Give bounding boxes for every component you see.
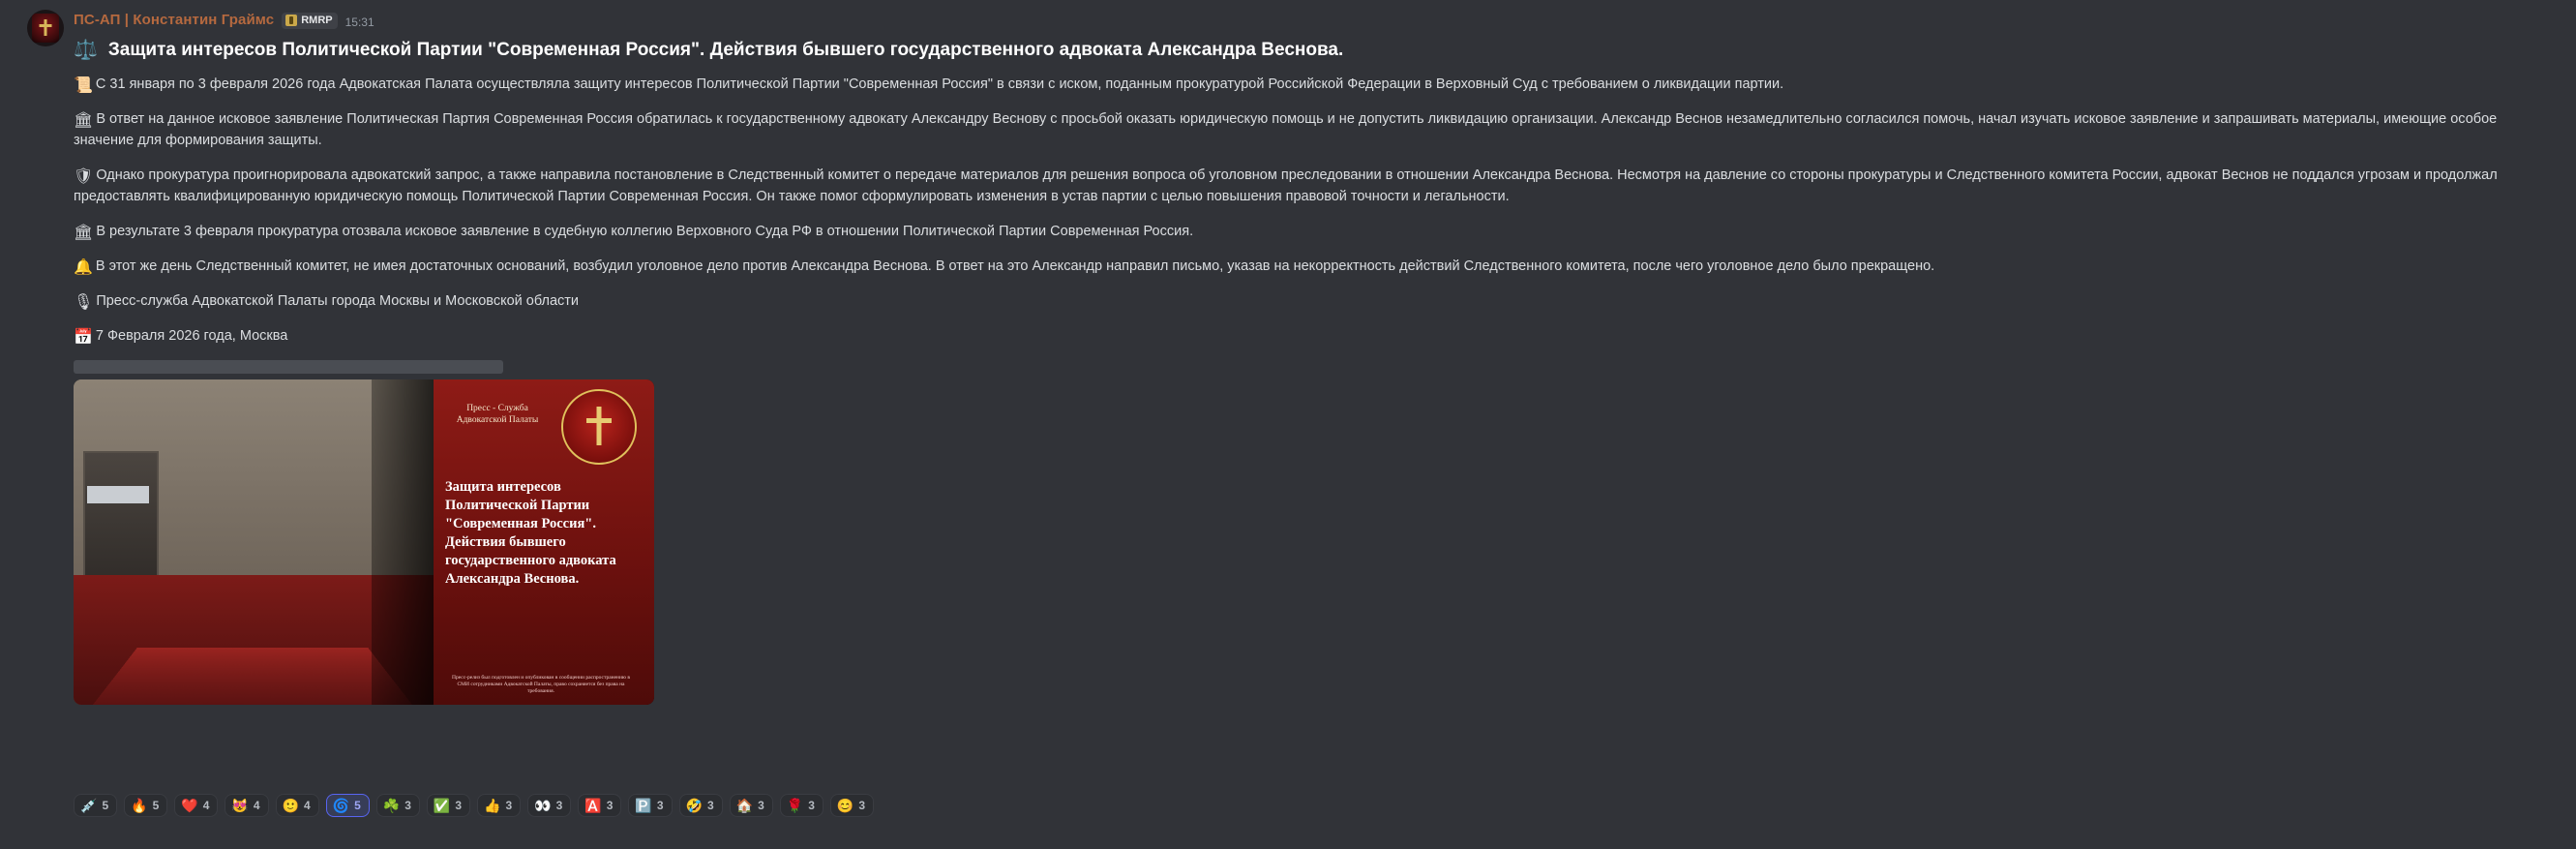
reaction-cyclone[interactable] xyxy=(326,794,370,817)
reaction-count: 5 xyxy=(102,799,109,812)
reaction-count: 4 xyxy=(253,799,260,812)
attachment-photo-region xyxy=(74,379,434,705)
paragraph-4-text: В результате 3 февраля прокуратура отозвала исковое заявление в судебную коллегию Верховного Суда РФ в отношении Политической Партии Современная Россия. xyxy=(96,224,1194,239)
syringe-icon: 💉 xyxy=(80,798,98,813)
reaction-rofl[interactable] xyxy=(679,794,723,817)
paragraph-1 xyxy=(74,74,2551,95)
reaction-count: 3 xyxy=(706,799,714,812)
message-timestamp: 15:31 xyxy=(344,15,374,29)
attachment-loading-bar xyxy=(74,360,503,374)
bar-association-seal-icon xyxy=(561,389,637,465)
reaction-heart[interactable] xyxy=(174,794,218,817)
reaction-slight-smile[interactable] xyxy=(276,794,319,817)
calendar-icon: 📅 xyxy=(74,329,93,346)
poster-press-label xyxy=(443,403,552,426)
heart-eyes-cat-icon: 😻 xyxy=(231,798,249,813)
scroll-icon: 📜 xyxy=(74,77,93,94)
microphone-icon: 🎙 xyxy=(74,294,94,311)
fire-icon: 🔥 xyxy=(131,798,148,813)
reaction-letter-p[interactable] xyxy=(628,794,672,817)
door-sign xyxy=(87,486,149,503)
poster-press-label-line2: Адвокатской Палаты xyxy=(456,415,539,425)
reaction-count: 3 xyxy=(505,799,513,812)
page-title xyxy=(74,39,2551,62)
reaction-count: 4 xyxy=(202,799,210,812)
reaction-heart-eyes-cat[interactable] xyxy=(225,794,268,817)
slight-smile-icon: 🙂 xyxy=(282,798,299,813)
paragraph-1-text: С 31 января по 3 февраля 2026 года Адвокатская Палата осуществляла защиту интересов Политической Партии "Современная Россия" в связи с иском, поданным прокуратурой Российской Федерации в Верховный Суд с требованием о ликвидации партии. xyxy=(95,76,1784,92)
reaction-count: 5 xyxy=(354,799,361,812)
reaction-fire[interactable] xyxy=(124,794,167,817)
reaction-bar xyxy=(74,794,874,817)
poster-fineprint: Пресс-релиз был подготовлен и опубликован в сообщении распространению в СМИ сотрудниками Адвокатской Палаты, право сохраняется без права на требования. xyxy=(451,675,631,694)
letter-p-icon: 🅿️ xyxy=(635,798,652,813)
bell-icon: 🔔 xyxy=(74,259,93,276)
paragraph-2 xyxy=(74,108,2551,151)
reaction-count: 5 xyxy=(152,799,160,812)
message-body xyxy=(74,39,2551,705)
role-badge xyxy=(282,13,337,29)
reaction-count: 3 xyxy=(606,799,614,812)
attachment-poster-region xyxy=(434,379,654,705)
press-service-text: Пресс-служба Адвокатской Палаты города Москвы и Московской области xyxy=(96,293,580,309)
shield-icon: 🛡 xyxy=(74,168,94,185)
reaction-count: 3 xyxy=(555,799,563,812)
page-title-text: Защита интересов Политической Партии "Современная Россия". Действия бывшего государственного адвоката Александра Веснова. xyxy=(107,40,1344,60)
date-text: 7 Февраля 2026 года, Москва xyxy=(95,328,288,344)
red-carpet xyxy=(93,648,412,705)
eyes-icon: 👀 xyxy=(534,798,552,813)
shamrock-icon: ☘️ xyxy=(382,798,401,813)
cyclone-icon: 🌀 xyxy=(332,798,350,813)
reaction-count: 3 xyxy=(656,799,664,812)
classical-building-icon-2: 🏛 xyxy=(74,225,94,241)
avatar[interactable] xyxy=(27,10,64,46)
paragraph-2-text: В ответ на данное исковое заявление Политическая Партия Современная Россия обратилась к государственному адвокату Александру Веснову с просьбой оказать юридическую помощь и не допустить ликвидацию организации. Александр Веснов незамедлительно согласился помочь, начал изучать исковое заявление и запрашивать материалы, имеющие особое значение для формирования защиты. xyxy=(74,111,2498,148)
reaction-thumbs-up[interactable] xyxy=(477,794,521,817)
reaction-house[interactable] xyxy=(730,794,773,817)
corridor-shadow xyxy=(372,379,434,705)
house-icon: 🏠 xyxy=(735,798,754,813)
reaction-shamrock[interactable] xyxy=(376,794,420,817)
reaction-count: 3 xyxy=(404,799,411,812)
poster-headline: Защита интересов Политической Партии "Современная Россия". Действия бывшего государственного адвоката Александра Веснова. xyxy=(445,479,616,587)
rofl-icon: 🤣 xyxy=(685,798,703,813)
rose-icon: 🌹 xyxy=(786,798,804,813)
reaction-letter-a[interactable] xyxy=(578,794,621,817)
reaction-eyes[interactable] xyxy=(527,794,571,817)
heart-icon: ❤️ xyxy=(181,798,198,813)
reaction-rose[interactable] xyxy=(780,794,824,817)
paragraph-4 xyxy=(74,221,2551,242)
badge-shield-icon xyxy=(285,15,297,26)
avatar-emblem-icon xyxy=(32,14,59,43)
paragraph-3 xyxy=(74,165,2551,207)
scales-icon: ⚖️ xyxy=(74,40,98,61)
blush-icon: 😊 xyxy=(836,798,854,813)
reaction-count: 3 xyxy=(455,799,462,812)
classical-building-icon: 🏛 xyxy=(74,112,94,129)
check-mark-icon: ✅ xyxy=(433,798,451,813)
reaction-syringe[interactable] xyxy=(74,794,117,817)
poster-press-label-line1: Пресс - Служба xyxy=(466,404,528,413)
message-header xyxy=(74,12,374,28)
press-service-line xyxy=(74,290,2551,312)
reaction-count: 3 xyxy=(858,799,865,812)
reaction-count: 3 xyxy=(808,799,815,812)
reaction-count: 3 xyxy=(758,799,764,812)
message-author[interactable]: ПС-АП | Константин Граймс xyxy=(74,12,275,28)
paragraph-5 xyxy=(74,256,2551,277)
reaction-check-mark[interactable] xyxy=(427,794,470,817)
reaction-count: 4 xyxy=(303,799,311,812)
attachment-image[interactable] xyxy=(74,379,654,705)
date-line xyxy=(74,325,2551,347)
role-badge-label: RMRP xyxy=(301,15,333,26)
paragraph-3-text: Однако прокуратура проигнорировала адвокатский запрос, а также направила постановление в Следственный комитет о передаче материалов для решения вопроса об уголовном преследовании в отношении Александра Веснова. Несмотря на давление со стороны прокуратуры и Следственного комитета России, адвокат Веснов не поддался угрозам и продолжал предоставлять квалифицированную юридическую помощь Политической Партии Современная Россия. Он также помог сформулировать изменения в устав партии с целью повышения правовой точности и легальности. xyxy=(74,167,2498,204)
letter-a-icon: 🅰️ xyxy=(584,798,602,813)
reaction-blush[interactable] xyxy=(830,794,874,817)
thumbs-up-icon: 👍 xyxy=(484,798,501,813)
paragraph-5-text: В этот же день Следственный комитет, не имея достаточных оснований, возбудил уголовное дело против Александра Веснова. В ответ на это Александр направил письмо, указав на некорректность действий Следственного комитета, после чего уголовное дело было прекращено. xyxy=(95,258,1935,274)
